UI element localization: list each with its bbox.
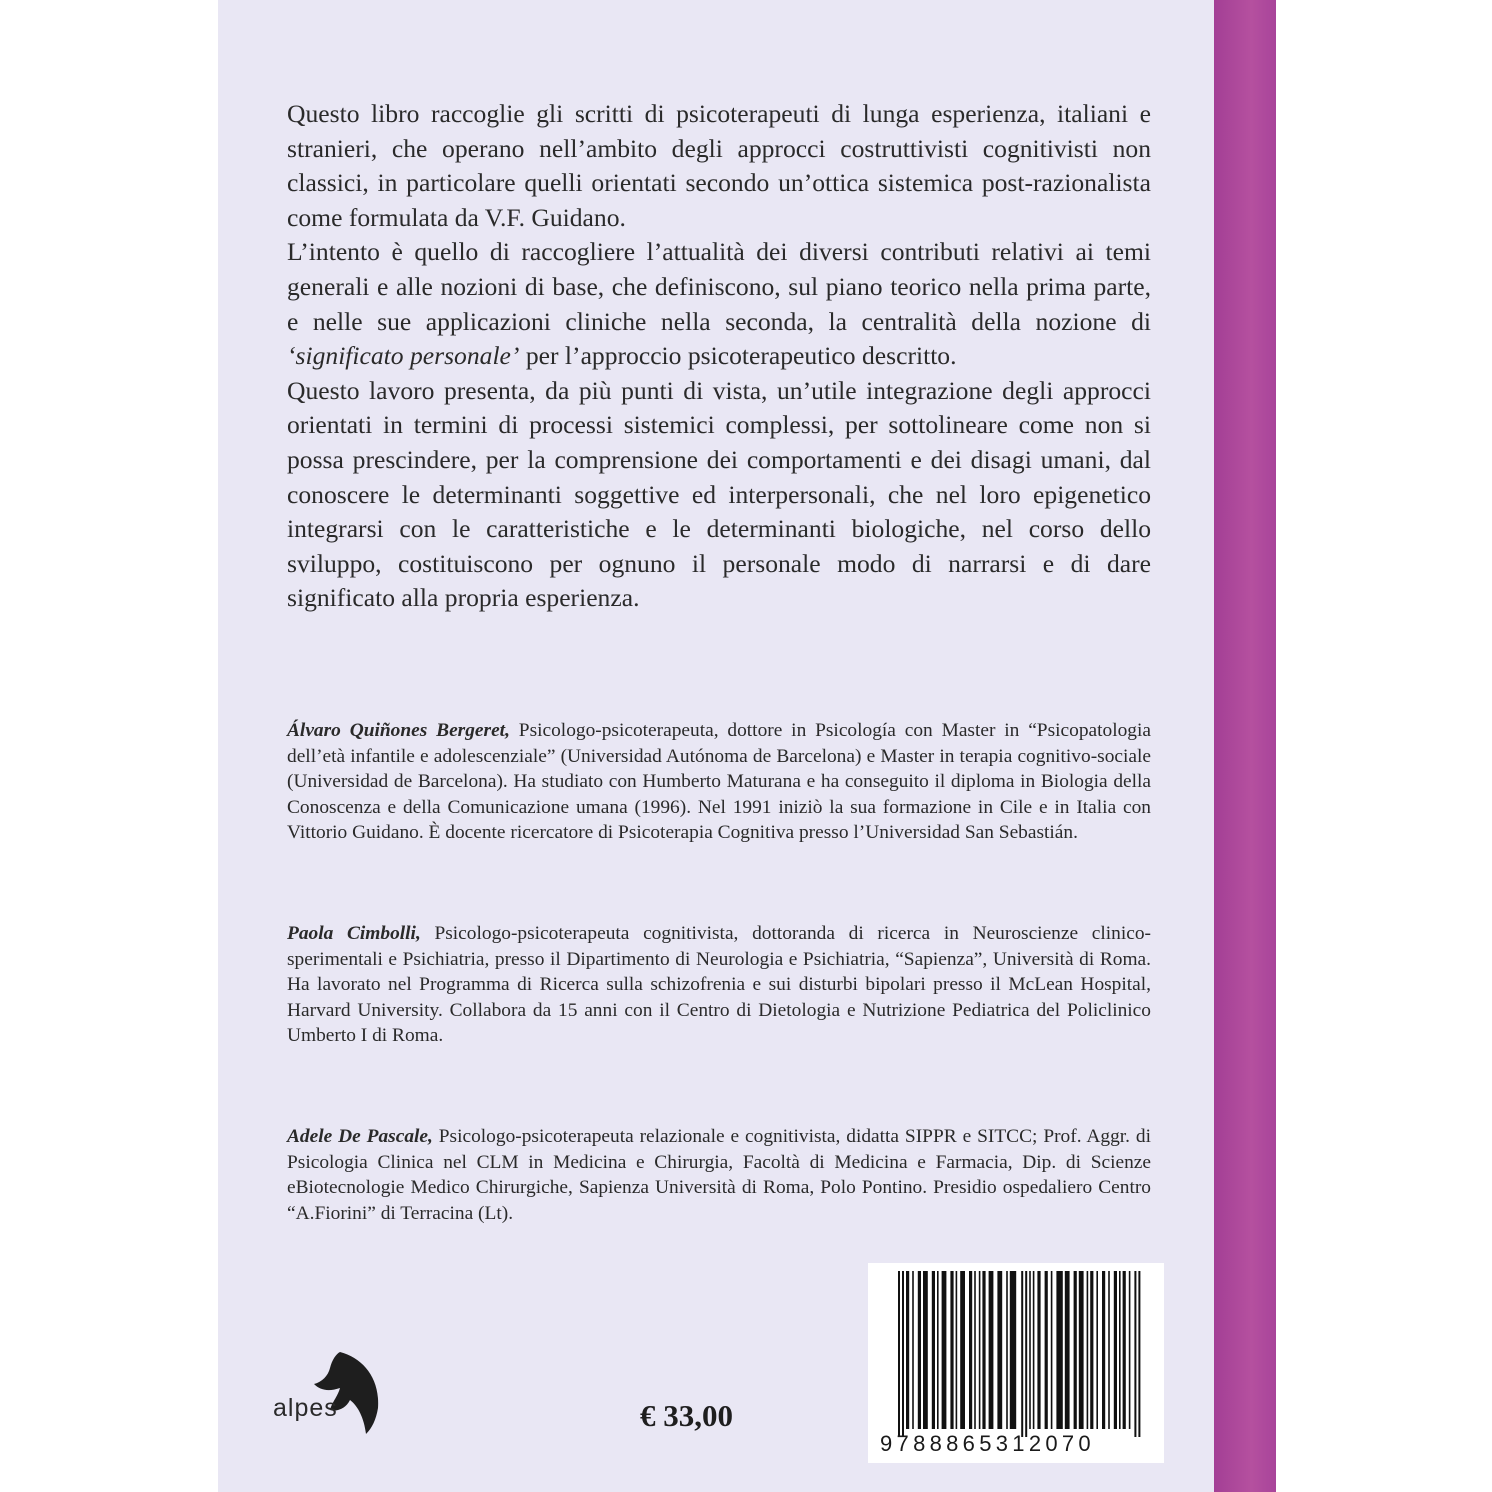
author-bio-text: Psicologo-psicoterapeuta relazionale e cognitivista, didatta SIPPR e SITCC; Prof. Aggr. di Psicologia Clinica nel CLM in Medicina e Chirurgia, Facoltà di Medicina e Farmacia, Dip. di Scienze eBiotecnologie Medico Chirurgiche, Sapienza Università di Roma, Polo Pontino. Presidio ospedaliero Centro “A.Fiorini” di Terracina (Lt).	[287, 1126, 1151, 1224]
barcode-bar	[1045, 1271, 1048, 1429]
barcode-bar	[1096, 1271, 1098, 1429]
barcode-bar	[1037, 1271, 1040, 1429]
barcode-bar	[1033, 1271, 1035, 1429]
barcode-bar	[932, 1271, 935, 1429]
isbn-digits: 9788865312070	[880, 1431, 1095, 1456]
barcode-bar	[997, 1271, 1002, 1429]
barcode-bar	[1010, 1271, 1016, 1429]
barcode-bar	[1029, 1271, 1031, 1429]
isbn-barcode	[868, 1263, 1164, 1463]
barcode-bar	[1129, 1271, 1131, 1429]
blurb-paragraph-3: Questo lavoro presenta, da più punti di vista, un’utile integrazione degli approcci orientati in termini di processi sistemici complessi, per sottolineare come non si possa prescindere, per la comprensione dei comportamenti e dei disagi umani, dal conoscere le determinanti soggettive ed interpersonali, che nel loro epigenetico integrarsi con le caratteristiche e le determinanti biologiche, nel corso dello sviluppo, costituiscono per ognuno il personale modo di narrarsi e di dare significato alla propria esperienza.	[287, 375, 1151, 613]
barcode-bar	[1123, 1271, 1126, 1429]
author-name: Paola Cimbolli,	[287, 923, 421, 944]
barcode-bar	[1056, 1271, 1062, 1429]
blurb-paragraph-1: Questo libro raccoglie gli scritti di psicoterapeuti di lunga esperienza, italiani e stranieri, che operano nell’ambito degli approcci costruttivisti cognitivisti non classici, in particolare quelli orientati secondo un’ottica sistemica post-razionalista come formulata da V.F. Guidano.	[287, 99, 1151, 232]
barcode-bar	[1114, 1271, 1117, 1429]
barcode-bar	[960, 1271, 965, 1429]
barcode-bar	[1079, 1271, 1084, 1429]
author-bio	[287, 921, 1151, 1049]
barcode-bar	[974, 1271, 976, 1429]
author-name: Adele De Pascale,	[287, 1126, 433, 1147]
barcode-bar	[1138, 1271, 1140, 1437]
barcode-bar	[923, 1271, 928, 1429]
magenta-spine-band	[1214, 0, 1276, 1492]
barcode-bar	[1025, 1271, 1027, 1437]
barcode-bar	[1006, 1271, 1008, 1429]
barcode-bar	[902, 1271, 904, 1437]
barcode-bar	[950, 1271, 953, 1429]
barcode-bar	[982, 1271, 985, 1429]
barcode-bar	[989, 1271, 994, 1429]
barcode-bar	[956, 1271, 958, 1429]
barcode-bar	[1090, 1271, 1093, 1429]
barcode-bar	[942, 1271, 947, 1429]
barcode-bar	[1074, 1271, 1077, 1429]
barcode-bar	[1134, 1271, 1136, 1437]
barcode-bar	[1021, 1271, 1023, 1437]
author-bio-text: Psicologo-psicoterapeuta cognitivista, dottoranda di ricerca in Neuroscienze clinico-sperimentali e Psichiatria, presso il Dipartimento di Neurologia e Psichiatria, “Sapienza”, Università di Roma. Ha lavorato nel Programma di Ricerca sulla schizofrenia e sui disturbi bipolari presso il McLean Hospital, Harvard University. Collabora da 15 anni con il Centro di Dietologia e Nutrizione Pediatrica del Policlinico Umberto I di Roma.	[287, 923, 1151, 1047]
barcode-bar	[1119, 1271, 1121, 1429]
author-name: Álvaro Quiñones Bergeret,	[287, 720, 510, 741]
barcode-bar	[1087, 1271, 1089, 1429]
barcode-bar	[1102, 1271, 1105, 1429]
author-bio	[287, 1124, 1151, 1226]
publisher-logo-text: alpes	[273, 1394, 338, 1422]
price-label: € 33,00	[640, 1398, 733, 1433]
author-bio-text: Psicologo-psicoterapeuta, dottore in Psicología con Master in “Psicopatologia dell’età infantile e adolescenziale” (Universidad Autónoma de Barcelona) e Master in terapia cognitivo-sociale (Universidad de Barcelona). Ha studiato con Humberto Maturana e ha conseguito il diploma in Biologia della Conoscenza e della Comunicazione umana (1996). Nel 1991 iniziò la sua formazione in Cile e in Italia con Vittorio Guidano. È docente ricercatore di Psicoterapia Cognitiva presso l’Universidad San Sebastián.	[287, 720, 1151, 844]
barcode-bar	[906, 1271, 909, 1429]
barcode-bar	[1065, 1271, 1070, 1429]
barcode-bar	[898, 1271, 900, 1437]
barcode-bar	[1108, 1271, 1110, 1429]
barcode-bar	[969, 1271, 972, 1429]
blurb-text	[287, 97, 1151, 616]
barcode-bar	[1051, 1271, 1053, 1429]
barcode-bar	[918, 1271, 921, 1429]
blurb-emphasis: ‘significato personale’	[287, 341, 520, 371]
blurb-paragraph-2	[287, 235, 1151, 373]
barcode-bar	[979, 1271, 981, 1429]
barcode-bar	[937, 1271, 939, 1429]
blurb-paragraph-2-start: L’intento è quello di raccogliere l’attualità dei diversi contributi relativi ai temi generali e alle nozioni di base, che definiscono, sul piano teorico nella prima parte, e nelle sue applicazioni cliniche nella seconda, la centralità della nozione di	[287, 237, 1151, 336]
horse-head-logo-icon	[268, 1348, 388, 1438]
author-bio	[287, 718, 1151, 846]
barcode-bar	[912, 1271, 914, 1429]
blurb-paragraph-2-end: per l’approccio psicoterapeutico descritto.	[519, 341, 957, 371]
